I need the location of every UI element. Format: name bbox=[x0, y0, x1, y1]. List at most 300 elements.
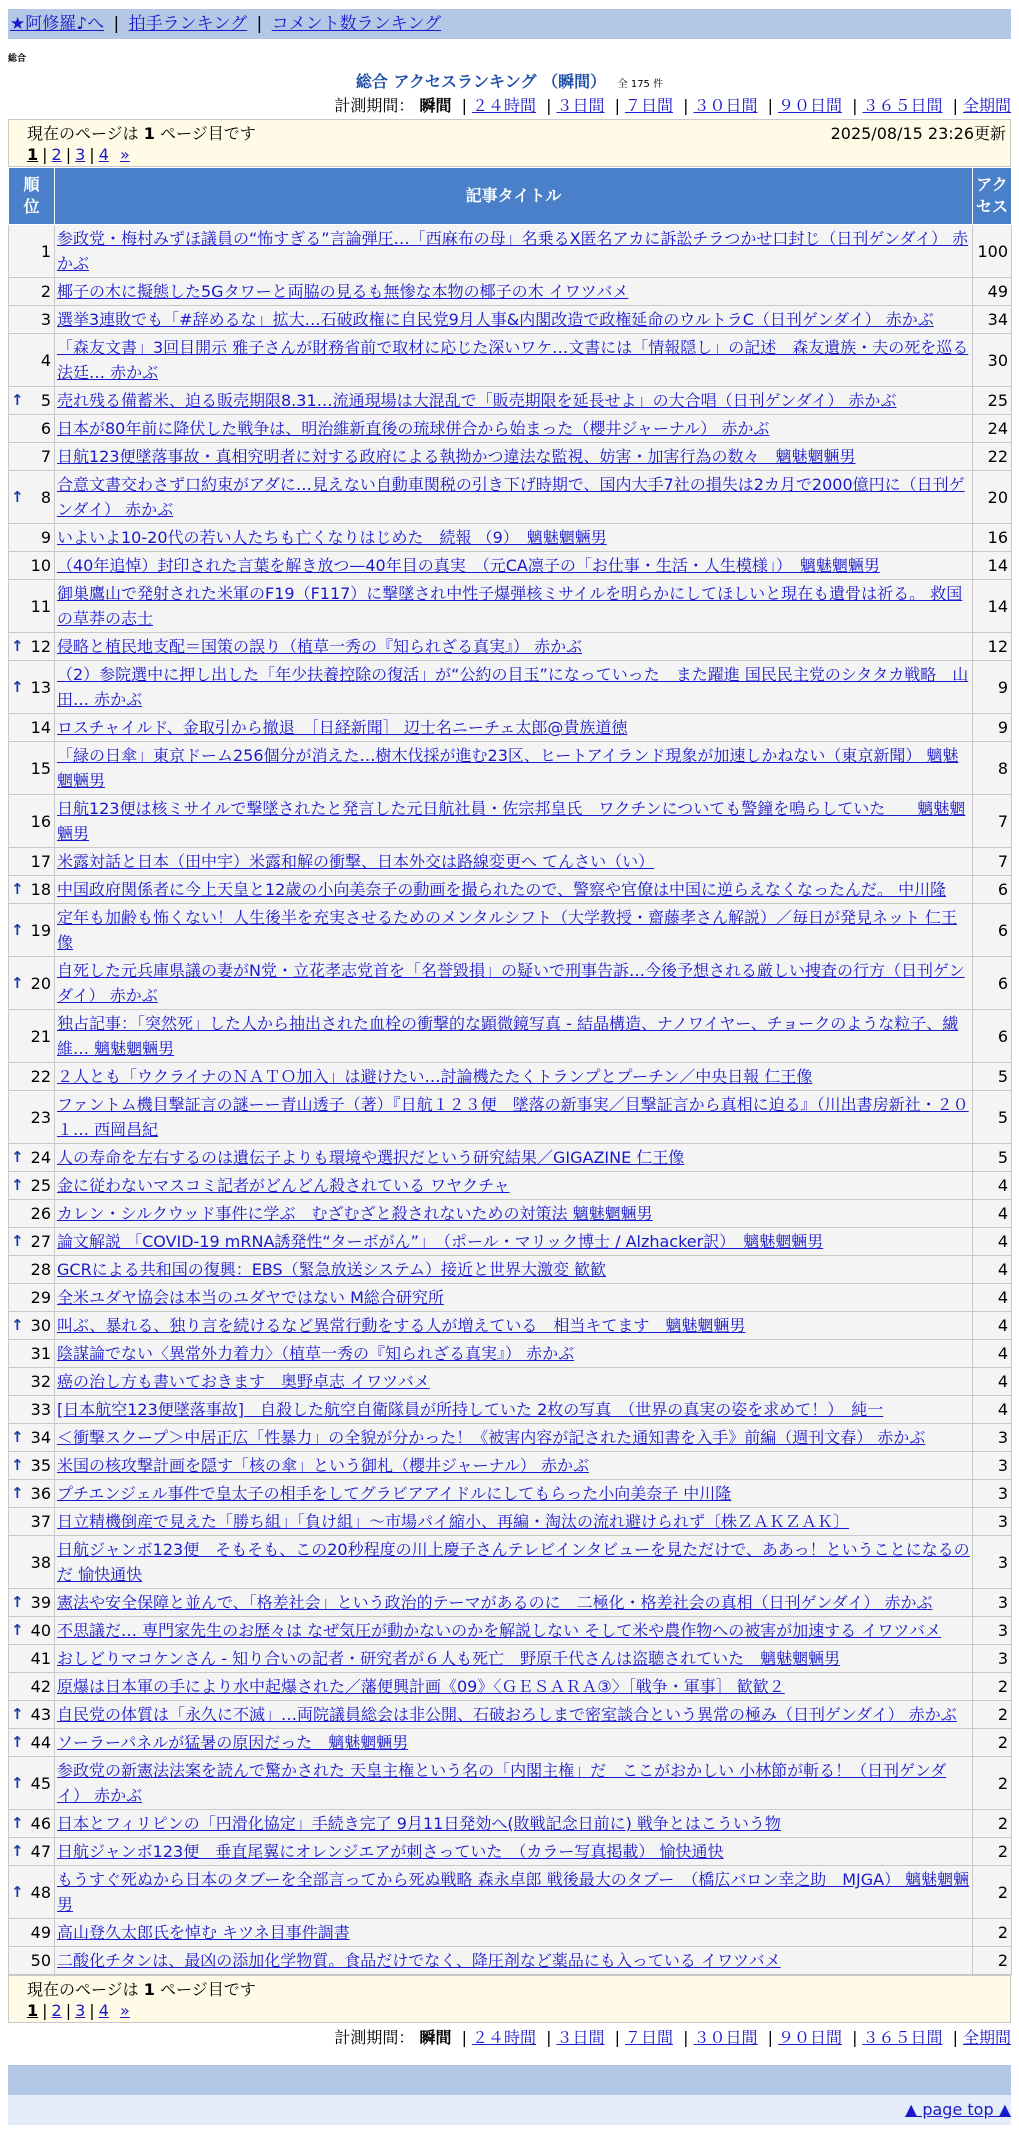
access-count: 4 bbox=[973, 1368, 1012, 1396]
access-count: 2 bbox=[973, 1919, 1012, 1947]
access-count: 6 bbox=[973, 957, 1012, 1010]
article-link[interactable]: 日航ジャンボ123便 垂直尾翼にオレンジエアが刺さっていた （カラー写真掲載） 愉快通快 bbox=[57, 1842, 724, 1861]
table-row bbox=[9, 1396, 1012, 1424]
table-row bbox=[9, 1729, 1012, 1757]
article-link[interactable]: （2）参院選中に押し出した「年少扶養控除の復活」が“公約の目玉”になっていった また躍進 国民民主党のシタタカ戦略 山田… 赤かぶ bbox=[57, 665, 969, 709]
table-row bbox=[9, 1919, 1012, 1947]
rank-cell bbox=[9, 1838, 55, 1866]
title-cell bbox=[55, 1228, 973, 1256]
rank-up-arrow-icon: ↑ bbox=[11, 1733, 24, 1751]
rank-number: 14 bbox=[30, 718, 51, 737]
rank-cell bbox=[9, 1673, 55, 1701]
title-cell bbox=[55, 387, 973, 415]
access-count: 6 bbox=[973, 876, 1012, 904]
article-link[interactable]: [日本航空123便墜落事故] 自殺した航空自衛隊員が所持していた 2枚の写真 （世界の真実の姿を求めて！） 純一 bbox=[57, 1400, 884, 1419]
top-nav bbox=[8, 9, 1011, 39]
rank-cell bbox=[9, 661, 55, 714]
page-links-bottom: 1 | 2 | 3 | 4 » bbox=[27, 2001, 130, 2020]
article-link[interactable]: ロスチャイルド、金取引から撤退 ［日経新聞］ 辺士名ニーチェ太郎@貴族道徳 bbox=[57, 718, 628, 737]
home-link[interactable]: ★阿修羅♪へ bbox=[10, 14, 105, 34]
rank-cell bbox=[9, 334, 55, 387]
access-count: 7 bbox=[973, 848, 1012, 876]
page-links: 1 | 2 | 3 | 4 » bbox=[27, 145, 130, 164]
rank-cell bbox=[9, 552, 55, 580]
ranking-table bbox=[8, 167, 1012, 1975]
rank-cell bbox=[9, 1757, 55, 1810]
rank-cell bbox=[9, 795, 55, 848]
table-row bbox=[9, 415, 1012, 443]
article-link[interactable]: 不思議だ… 専門家先生のお歴々は なぜ気圧が動かないのかを解説しない そして米や農作物への被害が加速する イワツバメ bbox=[57, 1621, 942, 1640]
access-count: 34 bbox=[973, 306, 1012, 334]
table-row bbox=[9, 1424, 1012, 1452]
title-cell bbox=[55, 471, 973, 524]
article-link[interactable]: （40年追悼）封印された言葉を解き放つ—40年目の真実 （元CA凛子の「お仕事・生活・人生模様」） 魑魅魍魎男 bbox=[57, 556, 880, 575]
rank-up-arrow-icon: ↑ bbox=[11, 1232, 24, 1250]
access-count: 4 bbox=[973, 1200, 1012, 1228]
rank-number: 23 bbox=[30, 1107, 51, 1127]
access-count: 2 bbox=[973, 1701, 1012, 1729]
rank-cell bbox=[9, 1010, 55, 1063]
period-selector-top: 計測期間： 瞬間 | ２４時間 | ３日間 | ７日間 | ３０日間 | ９０日間 | ３６５日間 | 全期間 bbox=[334, 96, 1011, 115]
article-link[interactable]: 米国の核攻撃計画を隠す「核の傘」という御札（櫻井ジャーナル） 赤かぶ bbox=[57, 1456, 589, 1475]
table-row bbox=[9, 334, 1012, 387]
article-link[interactable]: 日航ジャンボ123便 そもそも、この20秒程度の川上慶子さんテレビインタビューを見ただけで、ああっ！ということになるのだ 愉快通快 bbox=[57, 1540, 970, 1584]
title-cell bbox=[55, 278, 973, 306]
title-cell bbox=[55, 848, 973, 876]
article-link[interactable]: ソーラーパネルが猛暑の原因だった 魑魅魍魎男 bbox=[57, 1733, 409, 1752]
period-link-3d[interactable]: ３日間 bbox=[556, 2028, 605, 2047]
page-link-2[interactable]: 2 bbox=[51, 145, 62, 164]
page-title: 総合 アクセスランキング （瞬間） bbox=[355, 72, 607, 91]
access-count: 5 bbox=[973, 1063, 1012, 1091]
title-cell bbox=[55, 714, 973, 742]
access-count: 6 bbox=[973, 904, 1012, 957]
table-row bbox=[9, 714, 1012, 742]
rank-cell bbox=[9, 1536, 55, 1589]
article-link[interactable]: 独占記事：「突然死」した人から抽出された血栓の衝撃的な顕微鏡写真 - 結晶構造、ナノワイヤー、チョークのような粒子、繊維… 魑魅魍魎男 bbox=[57, 1014, 959, 1058]
article-link[interactable]: プチエンジェル事件で皇太子の相手をしてグラビアアイドルにしてもらった小向美奈子 中川隆 bbox=[57, 1484, 732, 1503]
article-link[interactable]: 米露対話と日本（田中宇）米露和解の衝撃、日本外交は路線変更へ てんさい（い） bbox=[57, 852, 655, 871]
table-row bbox=[9, 1172, 1012, 1200]
rank-cell bbox=[9, 1284, 55, 1312]
title-cell bbox=[55, 1673, 973, 1701]
rank-cell bbox=[9, 1063, 55, 1091]
rank-cell bbox=[9, 580, 55, 633]
article-link[interactable]: 日立精機倒産で見えた「勝ち組」「負け組」～市場パイ縮小、再編・淘汰の流れ避けられず〔株ＺＡＫＺＡＫ〕 bbox=[57, 1512, 850, 1531]
table-row bbox=[9, 1256, 1012, 1284]
title-cell bbox=[55, 1536, 973, 1589]
page-link-4[interactable]: 4 bbox=[98, 145, 109, 164]
page-status-suffix: ページ目です bbox=[154, 124, 256, 143]
rank-number: 12 bbox=[30, 637, 51, 656]
access-count: 3 bbox=[973, 1536, 1012, 1589]
table-row bbox=[9, 1010, 1012, 1063]
title-cell bbox=[55, 1757, 973, 1810]
rank-up-arrow-icon: ↑ bbox=[11, 1842, 24, 1860]
page-top-bar bbox=[8, 2095, 1011, 2125]
article-link[interactable]: 選挙3連敗でも「#辞めるな」拡大…石破政権に自民党9月人事&内閣改造で政権延命のウルトラC（日刊ゲンダイ） 赤かぶ bbox=[57, 310, 934, 329]
access-count: 14 bbox=[973, 580, 1012, 633]
article-link[interactable]: 「森友文書」3回目開示 雅子さんが財務省前で取材に応じた深いワケ…文書には「情報隠し」の記述 森友遺族・夫の死を巡る法廷… 赤かぶ bbox=[57, 338, 969, 382]
article-link[interactable]: 売れ残る備蓄米、迫る販売期限8.31…流通現場は大混乱で「販売期限を延長せよ」の大合唱（日刊ゲンダイ） 赤かぶ bbox=[57, 391, 897, 410]
table-row bbox=[9, 795, 1012, 848]
page-link-current: 1 bbox=[27, 145, 39, 164]
article-link[interactable]: 全米ユダヤ協会は本当のユダヤではない M総合研究所 bbox=[57, 1288, 444, 1307]
pagination-top bbox=[8, 119, 1011, 167]
rank-cell bbox=[9, 415, 55, 443]
title-cell bbox=[55, 1200, 973, 1228]
rank-cell bbox=[9, 876, 55, 904]
title-cell bbox=[55, 742, 973, 795]
rank-number: 36 bbox=[30, 1484, 51, 1503]
article-link[interactable]: 日航123便墜落事故・真相究明者に対する政府による執拗かつ違法な監視、妨害・加害行為の数々 魑魅魍魎男 bbox=[57, 447, 856, 466]
clap-ranking-link[interactable]: 拍手ランキング bbox=[128, 14, 248, 34]
table-row bbox=[9, 1947, 1012, 1975]
page-next-link[interactable]: » bbox=[119, 145, 130, 164]
article-link[interactable]: 金に従わないマスコミ記者がどんどん殺されている ワヤクチャ bbox=[57, 1176, 510, 1195]
title-cell bbox=[55, 415, 973, 443]
rank-number: 32 bbox=[30, 1372, 51, 1391]
rank-number: 34 bbox=[30, 1428, 51, 1447]
table-row bbox=[9, 633, 1012, 661]
access-count: 3 bbox=[973, 1589, 1012, 1617]
title-cell bbox=[55, 1480, 973, 1508]
table-row bbox=[9, 1312, 1012, 1340]
table-row bbox=[9, 471, 1012, 524]
pagination-bottom bbox=[8, 1975, 1011, 2023]
rank-cell bbox=[9, 904, 55, 957]
rank-number: 28 bbox=[30, 1260, 51, 1279]
table-row bbox=[9, 1810, 1012, 1838]
period-link-365d[interactable]: ３６５日間 bbox=[862, 96, 943, 115]
table-row bbox=[9, 1063, 1012, 1091]
article-link[interactable]: カレン・シルクウッド事件に学ぶ むざむざと殺されないための対策法 魑魅魍魎男 bbox=[57, 1204, 653, 1223]
access-count: 9 bbox=[973, 661, 1012, 714]
rank-number: 25 bbox=[30, 1176, 51, 1195]
title-cell bbox=[55, 1063, 973, 1091]
rank-number: 46 bbox=[30, 1814, 51, 1833]
title-cell bbox=[55, 1701, 973, 1729]
rank-cell bbox=[9, 443, 55, 471]
article-link[interactable]: いよいよ10-20代の若い人たちも亡くなりはじめた 続報 （9） 魑魅魍魎男 bbox=[57, 528, 607, 547]
title-cell bbox=[55, 225, 973, 278]
title-cell bbox=[55, 1368, 973, 1396]
period-link-all[interactable]: 全期間 bbox=[962, 96, 1011, 115]
title-cell bbox=[55, 552, 973, 580]
article-link[interactable]: 論文解説 「COVID-19 mRNA誘発性“ターボがん”」 （ポール・マリック博士 / Alzhacker訳） 魑魅魍魎男 bbox=[57, 1232, 824, 1251]
page-top-link[interactable]: ▲ page top ▲ bbox=[904, 2100, 1011, 2119]
rank-number: 31 bbox=[30, 1344, 51, 1363]
access-count: 2 bbox=[973, 1757, 1012, 1810]
title-cell bbox=[55, 1312, 973, 1340]
access-count: 49 bbox=[973, 278, 1012, 306]
rank-number: 8 bbox=[40, 487, 51, 507]
rank-cell bbox=[9, 1729, 55, 1757]
rank-up-arrow-icon: ↑ bbox=[11, 637, 24, 655]
table-row bbox=[9, 1200, 1012, 1228]
table-row bbox=[9, 1645, 1012, 1673]
title-cell bbox=[55, 1452, 973, 1480]
article-link[interactable]: 中国政府関係者に今上天皇と12歳の小向美奈子の動画を撮られたので、警察や官僚は中国に逆らえなくなったんだ。 中川隆 bbox=[57, 880, 947, 899]
rank-number: 16 bbox=[30, 811, 51, 831]
access-count: 2 bbox=[973, 1729, 1012, 1757]
article-link[interactable]: おしどりマコケンさん - 知り合いの記者・研究者が６人も死亡 野原千代さんは盗聴されていた 魑魅魍魎男 bbox=[57, 1649, 841, 1668]
article-link[interactable]: ＜衝撃スクープ＞中居正広「性暴力」の全貌が分かった！《被害内容が記された通知書を入手》前編（週刊文春） 赤かぶ bbox=[57, 1428, 926, 1447]
rank-number: 27 bbox=[30, 1232, 51, 1251]
article-link[interactable]: 定年も加齢も怖くない！人生後半を充実させるためのメンタルシフト（大学教授・齋藤孝さん解説）／毎日が発見ネット 仁王像 bbox=[57, 908, 958, 952]
rank-number: 10 bbox=[30, 556, 51, 575]
table-row bbox=[9, 1673, 1012, 1701]
rank-up-arrow-icon: ↑ bbox=[11, 1428, 24, 1446]
page-link-2[interactable]: 2 bbox=[51, 2001, 62, 2020]
page-link-current: 1 bbox=[27, 2001, 39, 2020]
access-count: 5 bbox=[973, 1144, 1012, 1172]
page-link-3[interactable]: 3 bbox=[75, 2001, 86, 2020]
period-link-90d[interactable]: ９０日間 bbox=[777, 2028, 842, 2047]
table-row bbox=[9, 1838, 1012, 1866]
period-link-all[interactable]: 全期間 bbox=[962, 2028, 1011, 2047]
rank-number: 49 bbox=[30, 1923, 51, 1942]
access-count: 4 bbox=[973, 1228, 1012, 1256]
access-count: 4 bbox=[973, 1312, 1012, 1340]
period-label: 計測期間： bbox=[334, 96, 415, 115]
access-count: 3 bbox=[973, 1508, 1012, 1536]
access-count: 4 bbox=[973, 1172, 1012, 1200]
rank-cell bbox=[9, 387, 55, 415]
period-link-7d[interactable]: ７日間 bbox=[624, 2028, 673, 2047]
article-link[interactable]: 日本とフィリピンの「円滑化協定」手続き完了 9月11日発効へ(敗戦記念日前に) 戦争とはこういう物 bbox=[57, 1814, 781, 1833]
table-row bbox=[9, 443, 1012, 471]
period-link-24h[interactable]: ２４時間 bbox=[471, 96, 536, 115]
rank-cell bbox=[9, 225, 55, 278]
article-link[interactable]: 自死した元兵庫県議の妻がN党・立花孝志党首を「名誉毀損」の疑いで刑事告訴…今後予想される厳しい捜査の行方（日刊ゲンダイ） 赤かぶ bbox=[57, 961, 965, 1005]
table-row bbox=[9, 1617, 1012, 1645]
page-link-3[interactable]: 3 bbox=[75, 145, 86, 164]
article-link[interactable]: 憲法や安全保障と並んで、「格差社会」という政治的テーマがあるのに 二極化・格差社会の真相（日刊ゲンダイ） 赤かぶ bbox=[57, 1593, 933, 1612]
rank-cell bbox=[9, 1919, 55, 1947]
rank-up-arrow-icon: ↑ bbox=[11, 391, 24, 409]
title-cell bbox=[55, 524, 973, 552]
title-cell bbox=[55, 1010, 973, 1063]
page-status-number: 1 bbox=[143, 124, 155, 143]
rank-number: 20 bbox=[30, 973, 51, 993]
article-link[interactable]: 陰謀論でない〈異常外力着力〉（植草一秀の『知られざる真実』） 赤かぶ bbox=[57, 1344, 575, 1363]
access-count: 22 bbox=[973, 443, 1012, 471]
title-cell bbox=[55, 1866, 973, 1919]
table-row bbox=[9, 1228, 1012, 1256]
table-row bbox=[9, 957, 1012, 1010]
rank-number: 6 bbox=[40, 419, 51, 438]
article-link[interactable]: 高山登久太郎氏を悼む キツネ目事件調書 bbox=[57, 1923, 350, 1942]
table-row bbox=[9, 278, 1012, 306]
table-row bbox=[9, 1480, 1012, 1508]
access-count: 100 bbox=[973, 225, 1012, 278]
access-count: 2 bbox=[973, 1673, 1012, 1701]
table-row bbox=[9, 1091, 1012, 1144]
title-cell bbox=[55, 1729, 973, 1757]
table-row bbox=[9, 1866, 1012, 1919]
access-count: 6 bbox=[973, 1010, 1012, 1063]
article-link[interactable]: ２人とも「ウクライナのＮＡＴＯ加入」は避けたい…討論機たたくトランプとプーチン／中央日報 仁王像 bbox=[57, 1067, 813, 1086]
table-row bbox=[9, 848, 1012, 876]
rank-up-arrow-icon: ↑ bbox=[11, 487, 24, 506]
rank-up-arrow-icon: ↑ bbox=[11, 1814, 24, 1832]
period-link-3d[interactable]: ３日間 bbox=[556, 96, 605, 115]
rank-cell bbox=[9, 1617, 55, 1645]
rank-number: 2 bbox=[40, 282, 51, 301]
article-link[interactable]: 侵略と植民地支配＝国策の誤り（植草一秀の『知られざる真実』） 赤かぶ bbox=[57, 637, 583, 656]
article-link[interactable]: 御巣鷹山で発射された米軍のF19（F117）に撃墜され中性子爆弾核ミサイルを明らかにしてほしいと現在も遺骨は祈る。 救国の草莽の志士 bbox=[57, 584, 963, 628]
footer-bar bbox=[8, 2065, 1011, 2095]
ranking-header-row bbox=[9, 168, 1012, 225]
article-link[interactable]: 日本が80年前に降伏した戦争は、明治維新直後の琉球併合から始まった（櫻井ジャーナル） 赤かぶ bbox=[57, 419, 770, 438]
article-link[interactable]: もうすぐ死ぬから日本のタブーを全部言ってから死ぬ戦略 森永卓郎 戦後最大のタブー （橋広バロン幸之助 MJGA） 魑魅魍魎男 bbox=[57, 1870, 970, 1914]
period-link-7d[interactable]: ７日間 bbox=[624, 96, 673, 115]
access-count: 20 bbox=[973, 471, 1012, 524]
title-cell bbox=[55, 1172, 973, 1200]
access-count: 24 bbox=[973, 415, 1012, 443]
article-link[interactable]: GCRによる共和国の復興：EBS（緊急放送システム）接近と世界大激変 歓歓 bbox=[57, 1260, 607, 1279]
rank-number: 38 bbox=[30, 1552, 51, 1572]
period-link-24h[interactable]: ２４時間 bbox=[471, 2028, 536, 2047]
table-row bbox=[9, 1757, 1012, 1810]
article-link[interactable]: 二酸化チタンは、最凶の添加化学物質。食品だけでなく、降圧剤など薬品にも入っている イワツバメ bbox=[57, 1951, 781, 1970]
rank-up-arrow-icon: ↑ bbox=[11, 677, 24, 696]
article-link[interactable]: ファントム機目撃証言の謎ーー青山透子（著）『日航１２３便 墜落の新事実／目撃証言から真相に迫る』（川出書房新社・２０１… 西岡昌紀 bbox=[57, 1095, 969, 1139]
rank-number: 35 bbox=[30, 1456, 51, 1475]
page-status-bottom bbox=[27, 1979, 992, 2000]
title-cell bbox=[55, 904, 973, 957]
period-link-365d[interactable]: ３６５日間 bbox=[862, 2028, 943, 2047]
rank-number: 15 bbox=[30, 758, 51, 778]
access-count: 4 bbox=[973, 1256, 1012, 1284]
access-count: 30 bbox=[973, 334, 1012, 387]
page-link-4[interactable]: 4 bbox=[98, 2001, 109, 2020]
article-link[interactable]: 参政党・梅村みずほ議員の“怖すぎる”言論弾圧…「西麻布の母」名乗るX匿名アカに訴訟チラつかせ口封じ（日刊ゲンダイ） 赤かぶ bbox=[57, 229, 969, 273]
rank-cell bbox=[9, 714, 55, 742]
rank-cell bbox=[9, 1452, 55, 1480]
title-cell bbox=[55, 1256, 973, 1284]
total-count: 全 175 件 bbox=[617, 79, 664, 90]
table-row bbox=[9, 876, 1012, 904]
rank-up-arrow-icon: ↑ bbox=[11, 1773, 24, 1792]
article-link[interactable]: 合意文書交わさず口約束がアダに…見えない自動車関税の引き下げ時期で、国内大手7社の損失は2カ月で2000億円に（日刊ゲンダイ） 赤かぶ bbox=[57, 475, 965, 519]
rank-up-arrow-icon: ↑ bbox=[11, 1148, 24, 1166]
article-link[interactable]: 椰子の木に擬態した5Gタワーと両脇の見るも無惨な本物の椰子の木 イワツバメ bbox=[57, 282, 629, 301]
rank-number: 42 bbox=[30, 1677, 51, 1696]
access-count: 3 bbox=[973, 1645, 1012, 1673]
article-link[interactable]: 癌の治し方も書いておきます 奥野卓志 イワツバメ bbox=[57, 1372, 430, 1391]
table-row bbox=[9, 1589, 1012, 1617]
article-link[interactable]: 人の寿命を左右するのは遺伝子よりも環境や選択だという研究結果／GIGAZINE 仁王像 bbox=[57, 1148, 685, 1167]
rank-cell bbox=[9, 1340, 55, 1368]
table-row bbox=[9, 580, 1012, 633]
access-count: 2 bbox=[973, 1838, 1012, 1866]
rank-cell bbox=[9, 1172, 55, 1200]
table-row bbox=[9, 1536, 1012, 1589]
page-next-link[interactable]: » bbox=[119, 2001, 130, 2020]
rank-number: 7 bbox=[40, 447, 51, 466]
rank-cell bbox=[9, 1312, 55, 1340]
rank-number: 40 bbox=[30, 1621, 51, 1640]
table-row bbox=[9, 225, 1012, 278]
article-link[interactable]: 日航123便は核ミサイルで撃墜されたと発言した元日航社員・佐宗邦皇氏 ワクチンについても警鐘を鳴らしていた 魑魅魍魎男 bbox=[57, 799, 966, 843]
rank-cell bbox=[9, 1866, 55, 1919]
article-link[interactable]: 原爆は日本軍の手により水中起爆された／藩便興計画《09》〈ＧＥＳＡＲＡ③〉［戦争・軍事］ 歓歓２ bbox=[57, 1677, 785, 1696]
article-link[interactable]: 叫ぶ、暴れる、独り言を続けるなど異常行動をする人が増えている 相当キてます 魑魅魍魎男 bbox=[57, 1316, 746, 1335]
title-cell bbox=[55, 1144, 973, 1172]
rank-cell bbox=[9, 1424, 55, 1452]
article-link[interactable]: 「緑の日傘」東京ドーム256個分が消えた…樹木伐採が進む23区、ヒートアイランド現象が加速しかねない（東京新聞） 魑魅魍魎男 bbox=[57, 746, 959, 790]
table-row bbox=[9, 904, 1012, 957]
rank-cell bbox=[9, 1589, 55, 1617]
table-row bbox=[9, 524, 1012, 552]
rank-up-arrow-icon: ↑ bbox=[11, 1621, 24, 1639]
title-cell bbox=[55, 1838, 973, 1866]
access-count: 16 bbox=[973, 524, 1012, 552]
rank-number: 30 bbox=[30, 1316, 51, 1335]
rank-number: 3 bbox=[40, 310, 51, 329]
period-label: 計測期間： bbox=[334, 2028, 415, 2047]
article-link[interactable]: 参政党の新憲法法案を読んで驚かされた 天皇主権という名の「内閣主権」だ ここがおかしい 小林節が斬る！（日刊ゲンダイ） 赤かぶ bbox=[57, 1761, 947, 1805]
comment-ranking-link[interactable]: コメント数ランキング bbox=[271, 14, 442, 34]
title-cell bbox=[55, 1284, 973, 1312]
access-count: 9 bbox=[973, 714, 1012, 742]
title-cell bbox=[55, 443, 973, 471]
title-cell bbox=[55, 1810, 973, 1838]
title-cell bbox=[55, 1091, 973, 1144]
rank-up-arrow-icon: ↑ bbox=[11, 973, 24, 992]
rank-number: 37 bbox=[30, 1512, 51, 1531]
rank-number: 21 bbox=[30, 1026, 51, 1046]
access-count: 25 bbox=[973, 387, 1012, 415]
access-count: 4 bbox=[973, 1340, 1012, 1368]
access-count: 2 bbox=[973, 1810, 1012, 1838]
access-count: 7 bbox=[973, 795, 1012, 848]
period-link-90d[interactable]: ９０日間 bbox=[777, 96, 842, 115]
rank-cell bbox=[9, 742, 55, 795]
rank-up-arrow-icon: ↑ bbox=[11, 1456, 24, 1474]
title-cell bbox=[55, 1645, 973, 1673]
title-cell bbox=[55, 1396, 973, 1424]
rank-cell bbox=[9, 1200, 55, 1228]
rank-cell bbox=[9, 1144, 55, 1172]
access-header: アクセス bbox=[973, 168, 1012, 225]
period-link-30d[interactable]: ３０日間 bbox=[693, 96, 758, 115]
period-link-30d[interactable]: ３０日間 bbox=[693, 2028, 758, 2047]
access-count: 2 bbox=[973, 1866, 1012, 1919]
title-cell bbox=[55, 334, 973, 387]
table-row bbox=[9, 306, 1012, 334]
rank-number: 9 bbox=[40, 528, 51, 547]
rank-up-arrow-icon: ↑ bbox=[11, 1176, 24, 1194]
title-cell bbox=[55, 1340, 973, 1368]
rank-number: 26 bbox=[30, 1204, 51, 1223]
title-cell bbox=[55, 661, 973, 714]
table-row bbox=[9, 1284, 1012, 1312]
rank-number: 47 bbox=[30, 1842, 51, 1861]
page-status-number: 1 bbox=[143, 1980, 155, 1999]
page-status-suffix: ページ目です bbox=[154, 1980, 256, 1999]
title-cell bbox=[55, 1589, 973, 1617]
table-row bbox=[9, 1508, 1012, 1536]
rank-up-arrow-icon: ↑ bbox=[11, 1484, 24, 1502]
table-row bbox=[9, 387, 1012, 415]
rank-number: 19 bbox=[30, 920, 51, 940]
rank-number: 13 bbox=[30, 677, 51, 697]
article-link[interactable]: 自民党の体質は「永久に不滅」…両院議員総会は非公開、石破おろしまで密室談合という異常の極み（日刊ゲンダイ） 赤かぶ bbox=[57, 1705, 957, 1724]
access-count: 3 bbox=[973, 1424, 1012, 1452]
